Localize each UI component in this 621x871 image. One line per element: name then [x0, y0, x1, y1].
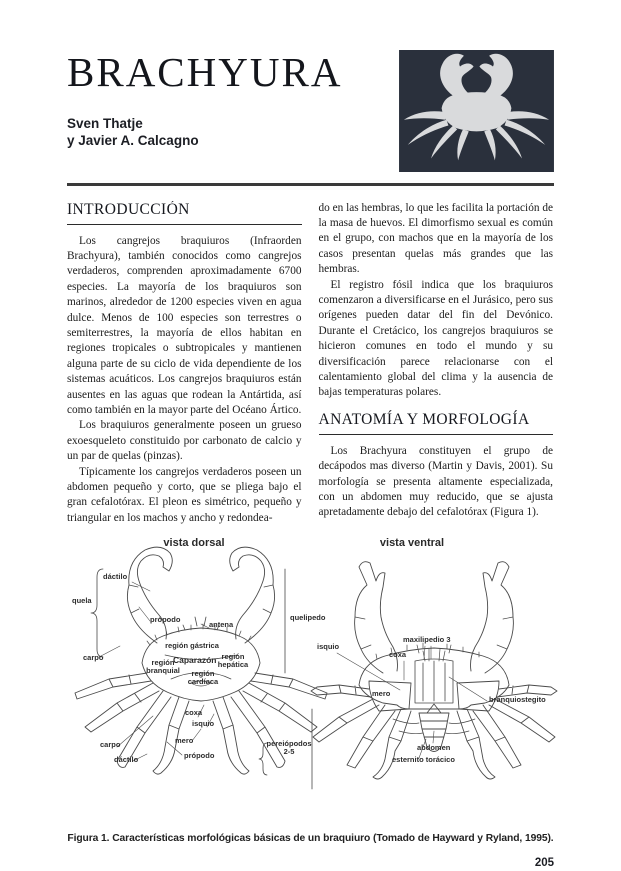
figure-label-caparazon: Caparazón: [173, 654, 217, 665]
figure-caption: Figura 1. Características morfológicas básicas de un braquiuro (Tomado de Hayward y Ryland, 1995).: [67, 832, 554, 844]
authors: [67, 115, 342, 149]
figure-label-esternito: esternito torácico: [392, 754, 455, 764]
continuation-paragraph: do en las hembras, lo que les facilita la portación de la masa de huevos. El dimorfismo sexual es común en el grupo, con machos que en la mayoría de los casos presentan quelas más grandes que las hembras.: [318, 201, 553, 276]
header-rule: [67, 183, 554, 186]
crab-icon: [399, 50, 554, 172]
figure-label-carpo-leg: carpo: [100, 739, 121, 749]
dorsal-view-title: vista dorsal: [163, 536, 225, 549]
figure-label-propodo-claw: própodo: [150, 614, 181, 624]
figure-label-mero-dorsal: mero: [175, 735, 194, 745]
crab-silhouette-image: [399, 50, 554, 172]
author-line-2: y Javier A. Calcagno: [67, 133, 199, 148]
intro-paragraph-1: Los cangrejos braquiuros (Infraorden Brachyura), también conocidos como cangrejos verdaderos, comprenden aproximadamente 6700 especies. La mayoría de los braquiuros son marinos, alrededor de 1200 especies viven en agua dulce. Menos de 100 especies son terrestres o semiterrestres, la mayoría de ellos habitan en regiones tropicales o subtropicales y mantienen alguna parte de su ciclo de vida dependiente de los sistemas acuáticos. Los cangrejos braquiuros están ausentes en las aguas que rodean la Antártida, así como también en la mayor parte del Océano Ártico.: [67, 234, 302, 416]
ventral-view-title: vista ventral: [379, 536, 445, 549]
figure-label-abdomen: abdomen: [417, 742, 451, 752]
intro-paragraph-2: Los braquiuros generalmente poseen un grueso exoesqueleto constituido por carbonato de calcio y un par de quelas (pinzas).: [67, 419, 302, 463]
page-number: 205: [534, 856, 554, 869]
figure-label-quelipedo: quelipedo: [290, 612, 326, 622]
figure-label-propodo-leg: própodo: [184, 750, 215, 760]
figure-label-region-gastrica: región gástrica: [165, 640, 219, 650]
figure-label-carpo-claw: carpo: [83, 652, 104, 662]
fossil-record-paragraph: El registro fósil indica que los braquiuros comenzaron a diversificarse en el Jurásico, pero sus orígenes pueden datar del fin del Devónico. Durante el Cretácico, los cangrejos braquiuros se hicieron comunes en todo el mundo y su diversificación parece relacionarse con el calentamiento global del clima y la ausencia de bajas temperaturas polares.: [318, 278, 553, 399]
left-column: [67, 201, 302, 531]
section-heading-introduccion: INTRODUCCIÓN: [67, 201, 302, 225]
figure-1: [67, 533, 559, 829]
intro-paragraph-3: Típicamente los cangrejos verdaderos poseen un abdomen pequeño y corto, que se pliega bajo el gran cefalotórax. El pleon es simétrico, pequeño y triangular en los machos y ancho y redondea-: [67, 465, 302, 524]
crab-line-drawings: [67, 533, 559, 829]
figure-label-dactilo-leg: dáctilo: [114, 754, 139, 764]
figure-label-isquio-dorsal: isquio: [192, 718, 215, 728]
figure-label-quela: quela: [72, 595, 92, 605]
figure-label-region-hepatica: región hepática: [217, 651, 249, 670]
figure-label-branquiostegito: branquiostegito: [489, 694, 546, 704]
figure-label-mero-ventral: mero: [372, 688, 391, 698]
text-columns: [67, 201, 554, 531]
page-title: BRACHYURA: [67, 49, 343, 95]
right-column: [319, 201, 554, 531]
figure-label-coxa-dorsal: coxa: [185, 707, 203, 717]
figure-label-antena: antena: [209, 619, 234, 629]
author-line-1: Sven Thatje: [67, 116, 143, 131]
anatomy-paragraph-1: Los Brachyura constituyen el grupo de decápodos mas diverso (Martin y Davis, 2001). Su morfología se presenta altamente especializada, con un abdomen muy reducido, que se ajusta apretadamente debajo del cefalotórax (Figura 1).: [318, 444, 553, 519]
section-heading-anatomia: ANATOMÍA Y MORFOLOGÍA: [319, 411, 554, 435]
title-block: [67, 50, 342, 149]
figure-label-maxilipedio: maxilipedio 3: [403, 634, 451, 644]
figure-label-isquio-ventral: isquio: [317, 641, 340, 651]
figure-label-region-branquial: región branquial: [146, 657, 180, 676]
figure-label-dactilo-claw: dáctilo: [103, 571, 128, 581]
figure-label-region-cardiaca: región cardíaca: [187, 668, 219, 687]
figure-label-coxa-ventral: coxa: [389, 649, 407, 659]
page-header: [67, 50, 554, 178]
figure-label-pereiopodos: pereiópodos 2-5: [266, 738, 312, 757]
